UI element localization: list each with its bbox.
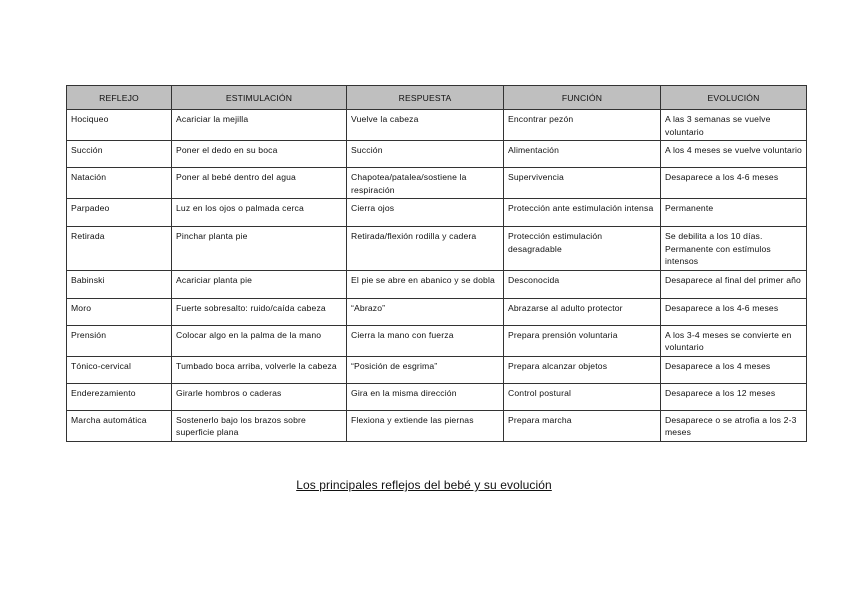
cell-funcion: Alimentación <box>504 141 661 168</box>
cell-evolucion: Desaparece a los 12 meses <box>661 383 807 410</box>
table-row <box>67 356 807 383</box>
cell-evolucion: Se debilita a los 10 días. Permanente con estímulos intensos <box>661 227 807 271</box>
cell-evolucion: Permanente <box>661 199 807 227</box>
cell-funcion: Protección estimulación desagradable <box>504 227 661 271</box>
table-row <box>67 270 807 298</box>
cell-evolucion: A los 4 meses se vuelve voluntario <box>661 141 807 168</box>
cell-reflejo: Enderezamiento <box>67 383 172 410</box>
table-row <box>67 383 807 410</box>
cell-estimulacion: Colocar algo en la palma de la mano <box>172 325 347 356</box>
cell-reflejo: Parpadeo <box>67 199 172 227</box>
table-caption: Los principales reflejos del bebé y su evolución <box>296 478 552 492</box>
cell-evolucion: Desaparece al final del primer año <box>661 270 807 298</box>
cell-respuesta: Vuelve la cabeza <box>347 110 504 141</box>
table-row <box>67 227 807 271</box>
cell-reflejo: Marcha automática <box>67 410 172 441</box>
header-estimulacion: ESTIMULACIÓN <box>172 86 347 110</box>
cell-reflejo: Tónico-cervical <box>67 356 172 383</box>
cell-respuesta: Retirada/flexión rodilla y cadera <box>347 227 504 271</box>
cell-estimulacion: Poner el dedo en su boca <box>172 141 347 168</box>
table-row <box>67 141 807 168</box>
cell-funcion: Desconocida <box>504 270 661 298</box>
cell-funcion: Prepara alcanzar objetos <box>504 356 661 383</box>
table-row <box>67 168 807 199</box>
cell-funcion: Abrazarse al adulto protector <box>504 298 661 325</box>
cell-evolucion: A las 3 semanas se vuelve voluntario <box>661 110 807 141</box>
cell-funcion: Encontrar pezón <box>504 110 661 141</box>
table-row <box>67 410 807 441</box>
cell-estimulacion: Poner al bebé dentro del agua <box>172 168 347 199</box>
cell-funcion: Prepara marcha <box>504 410 661 441</box>
cell-evolucion: A los 3-4 meses se convierte en voluntario <box>661 325 807 356</box>
table-row <box>67 298 807 325</box>
cell-evolucion: Desaparece a los 4-6 meses <box>661 298 807 325</box>
cell-estimulacion: Acariciar planta pie <box>172 270 347 298</box>
table-row <box>67 325 807 356</box>
cell-estimulacion: Tumbado boca arriba, volverle la cabeza <box>172 356 347 383</box>
cell-estimulacion: Girarle hombros o caderas <box>172 383 347 410</box>
cell-funcion: Prepara prensión voluntaria <box>504 325 661 356</box>
cell-funcion: Protección ante estimulación intensa <box>504 199 661 227</box>
header-reflejo: REFLEJO <box>67 86 172 110</box>
reflexes-table <box>66 85 807 442</box>
header-evolucion: EVOLUCIÓN <box>661 86 807 110</box>
cell-respuesta: “Posición de esgrima” <box>347 356 504 383</box>
cell-funcion: Control postural <box>504 383 661 410</box>
cell-estimulacion: Sostenerlo bajo los brazos sobre superficie plana <box>172 410 347 441</box>
cell-estimulacion: Acariciar la mejilla <box>172 110 347 141</box>
cell-reflejo: Hociqueo <box>67 110 172 141</box>
cell-reflejo: Succión <box>67 141 172 168</box>
cell-reflejo: Natación <box>67 168 172 199</box>
table-row <box>67 199 807 227</box>
cell-reflejo: Moro <box>67 298 172 325</box>
header-funcion: FUNCIÓN <box>504 86 661 110</box>
cell-respuesta: Chapotea/patalea/sostiene la respiración <box>347 168 504 199</box>
cell-estimulacion: Fuerte sobresalto: ruido/caída cabeza <box>172 298 347 325</box>
cell-respuesta: Cierra la mano con fuerza <box>347 325 504 356</box>
cell-respuesta: “Abrazo” <box>347 298 504 325</box>
header-respuesta: RESPUESTA <box>347 86 504 110</box>
table-row <box>67 110 807 141</box>
cell-evolucion: Desaparece o se atrofia a los 2-3 meses <box>661 410 807 441</box>
cell-reflejo: Retirada <box>67 227 172 271</box>
cell-evolucion: Desaparece a los 4-6 meses <box>661 168 807 199</box>
cell-respuesta: Gira en la misma dirección <box>347 383 504 410</box>
cell-respuesta: Cierra ojos <box>347 199 504 227</box>
cell-respuesta: El pie se abre en abanico y se dobla <box>347 270 504 298</box>
cell-evolucion: Desaparece a los 4 meses <box>661 356 807 383</box>
cell-reflejo: Prensión <box>67 325 172 356</box>
cell-respuesta: Succión <box>347 141 504 168</box>
document-page <box>66 85 806 442</box>
cell-reflejo: Babinski <box>67 270 172 298</box>
cell-funcion: Supervivencia <box>504 168 661 199</box>
cell-estimulacion: Luz en los ojos o palmada cerca <box>172 199 347 227</box>
cell-respuesta: Flexiona y extiende las piernas <box>347 410 504 441</box>
cell-estimulacion: Pinchar planta pie <box>172 227 347 271</box>
table-header-row <box>67 86 807 110</box>
